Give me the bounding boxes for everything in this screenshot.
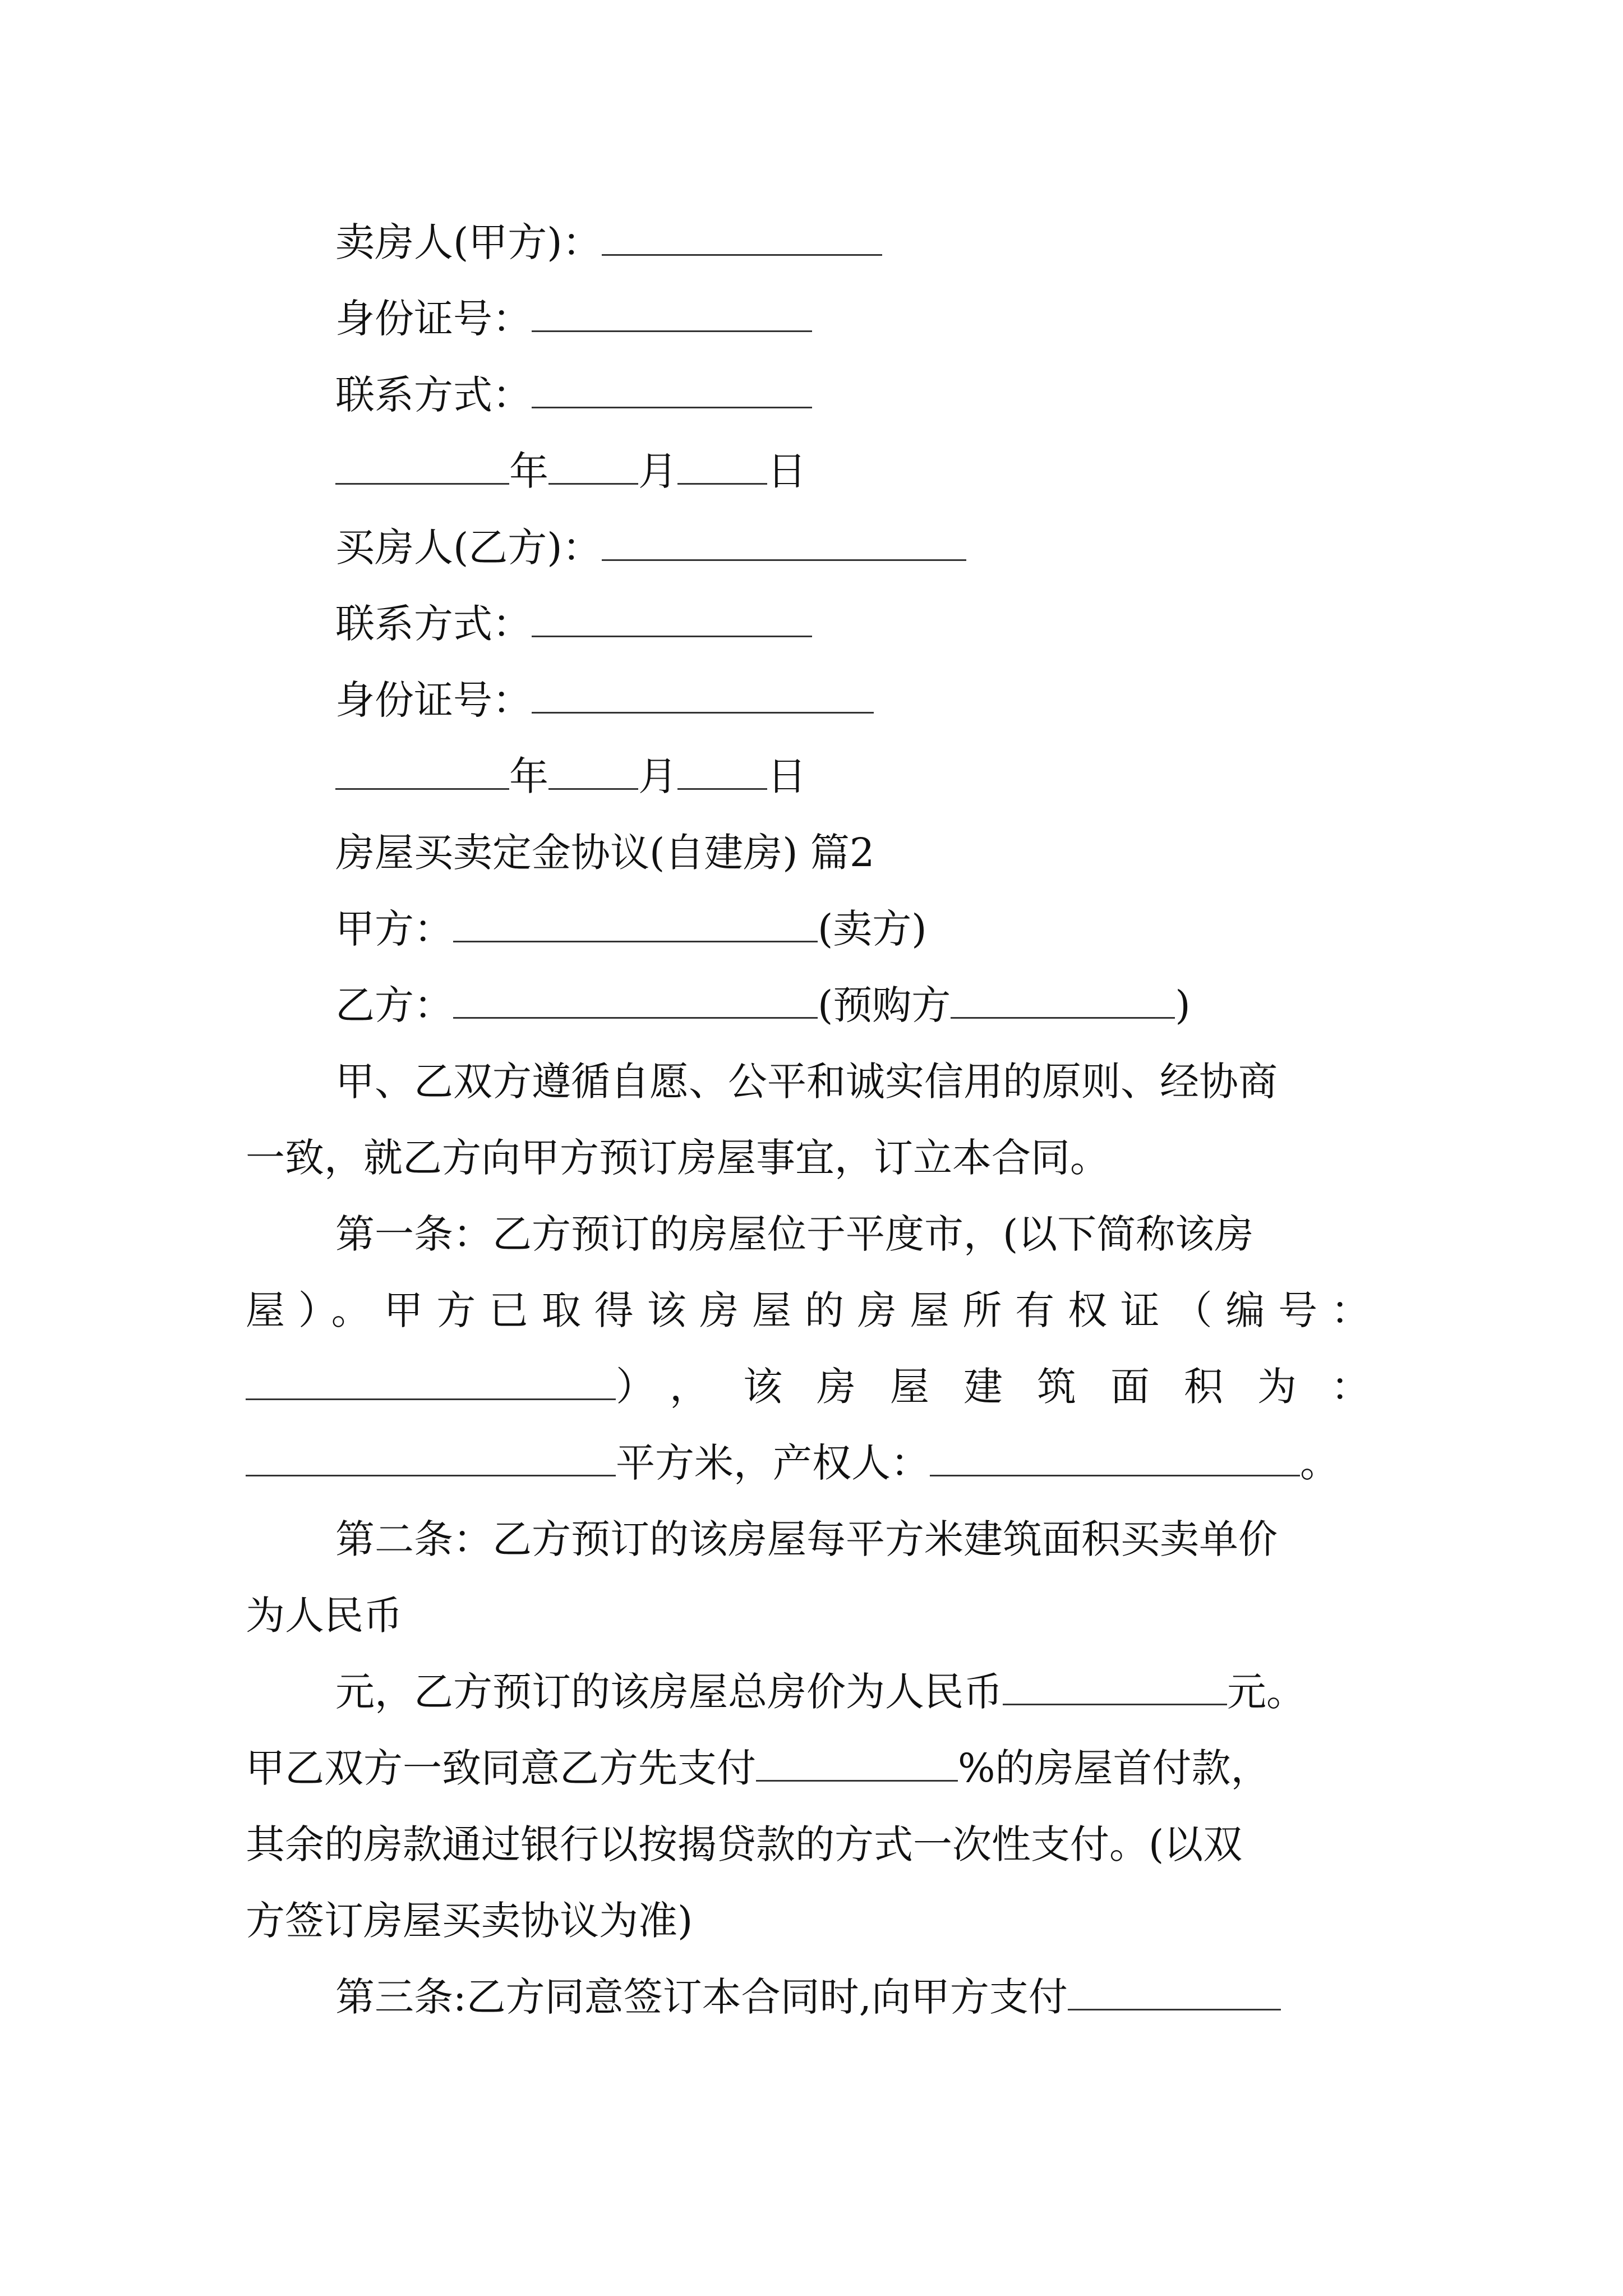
area-unit-owner-label: 平方米，产权人：	[616, 1440, 930, 1486]
seller-year-label: 年	[509, 448, 548, 494]
party-b-label: 乙方：	[335, 982, 453, 1028]
seller-name-blank	[602, 218, 882, 256]
certificate-number-blank	[246, 1363, 616, 1400]
total-price-blank	[1003, 1668, 1227, 1705]
buyer-year-label: 年	[509, 753, 548, 799]
seller-month-blank	[548, 447, 638, 485]
article1-line-3-text: ），该房屋建筑面积为：	[616, 1364, 1370, 1410]
buyer-id-line	[335, 672, 874, 728]
section-title: 房屋买卖定金协议(自建房) 篇2	[335, 830, 875, 876]
seller-id-line	[335, 291, 812, 347]
deposit-amount-blank	[1068, 1973, 1281, 2010]
seller-id-label: 身份证号：	[335, 296, 532, 342]
buyer-month-blank	[548, 752, 638, 790]
article3-line-1	[335, 1969, 1281, 2025]
buyer-contact-line	[335, 596, 812, 652]
party-b-role-close: )	[1175, 982, 1191, 1028]
seller-id-blank	[532, 295, 812, 332]
buyer-id-blank	[532, 676, 874, 714]
party-a-line	[335, 901, 927, 957]
party-a-role: (卖方)	[818, 906, 927, 952]
article2-line-2: 为人民币	[246, 1593, 403, 1639]
seller-day-blank	[677, 447, 767, 485]
total-price-unit: 元。	[1227, 1669, 1306, 1715]
down-payment-label: 甲乙双方一致同意乙方先支付	[246, 1745, 756, 1791]
seller-month-label: 月	[638, 448, 677, 494]
owner-blank	[930, 1439, 1300, 1476]
party-b-blank	[453, 981, 818, 1019]
article2-line-4	[246, 1740, 1270, 1796]
article2-line-6: 方签订房屋买卖协议为准)	[246, 1898, 693, 1944]
article2-line-3	[335, 1664, 1306, 1720]
party-a-label: 甲方：	[335, 906, 453, 952]
intro-line-2: 一致，就乙方向甲方预订房屋事宜，订立本合同。	[246, 1135, 1109, 1181]
buyer-name-blank	[602, 523, 966, 561]
article1-line-4	[246, 1435, 1339, 1491]
article1-end-mark: 。	[1300, 1440, 1339, 1486]
seller-year-blank	[335, 447, 509, 485]
seller-date-line	[335, 443, 806, 499]
area-blank	[246, 1439, 616, 1476]
article3-text: 第三条:乙方同意签订本合同时,向甲方支付	[335, 1974, 1068, 2020]
party-b-line	[335, 977, 1191, 1033]
party-b-role-blank	[951, 981, 1175, 1019]
down-payment-suffix: %的房屋首付款，	[958, 1745, 1270, 1791]
buyer-month-label: 月	[638, 753, 677, 799]
buyer-label: 买房人(乙方)：	[335, 524, 602, 570]
seller-day-label: 日	[767, 448, 806, 494]
article2-line-5: 其余的房款通过银行以按揭贷款的方式一次性支付。(以双	[246, 1821, 1243, 1867]
buyer-contact-label: 联系方式：	[335, 601, 532, 647]
buyer-day-blank	[677, 752, 767, 790]
seller-contact-label: 联系方式：	[335, 372, 532, 418]
article2-line-1: 第二条：乙方预订的该房屋每平方米建筑面积买卖单价	[335, 1516, 1278, 1562]
buyer-date-line	[335, 748, 806, 804]
buyer-contact-blank	[532, 600, 812, 637]
buyer-year-blank	[335, 752, 509, 790]
party-b-role-open: (预购方	[818, 982, 951, 1028]
buyer-day-label: 日	[767, 753, 806, 799]
article1-line-1: 第一条：乙方预订的房屋位于平度市，(以下简称该房	[335, 1211, 1254, 1257]
buyer-id-label: 身份证号：	[335, 677, 532, 723]
article1-line-2: 屋）。甲方已取得该房屋的房屋所有权证（编号：	[246, 1287, 1370, 1333]
seller-name-line	[335, 214, 882, 270]
total-price-label: 元，乙方预订的该房屋总房价为人民币	[335, 1669, 1003, 1715]
article1-line-3	[246, 1359, 1370, 1415]
seller-contact-blank	[532, 371, 812, 408]
party-a-blank	[453, 905, 818, 942]
buyer-name-line	[335, 519, 966, 576]
intro-line-1: 甲、乙双方遵循自愿、公平和诚实信用的原则、经协商	[335, 1059, 1278, 1105]
down-payment-percent-blank	[756, 1744, 958, 1782]
seller-contact-line	[335, 367, 812, 423]
seller-label: 卖房人(甲方)：	[335, 219, 602, 265]
